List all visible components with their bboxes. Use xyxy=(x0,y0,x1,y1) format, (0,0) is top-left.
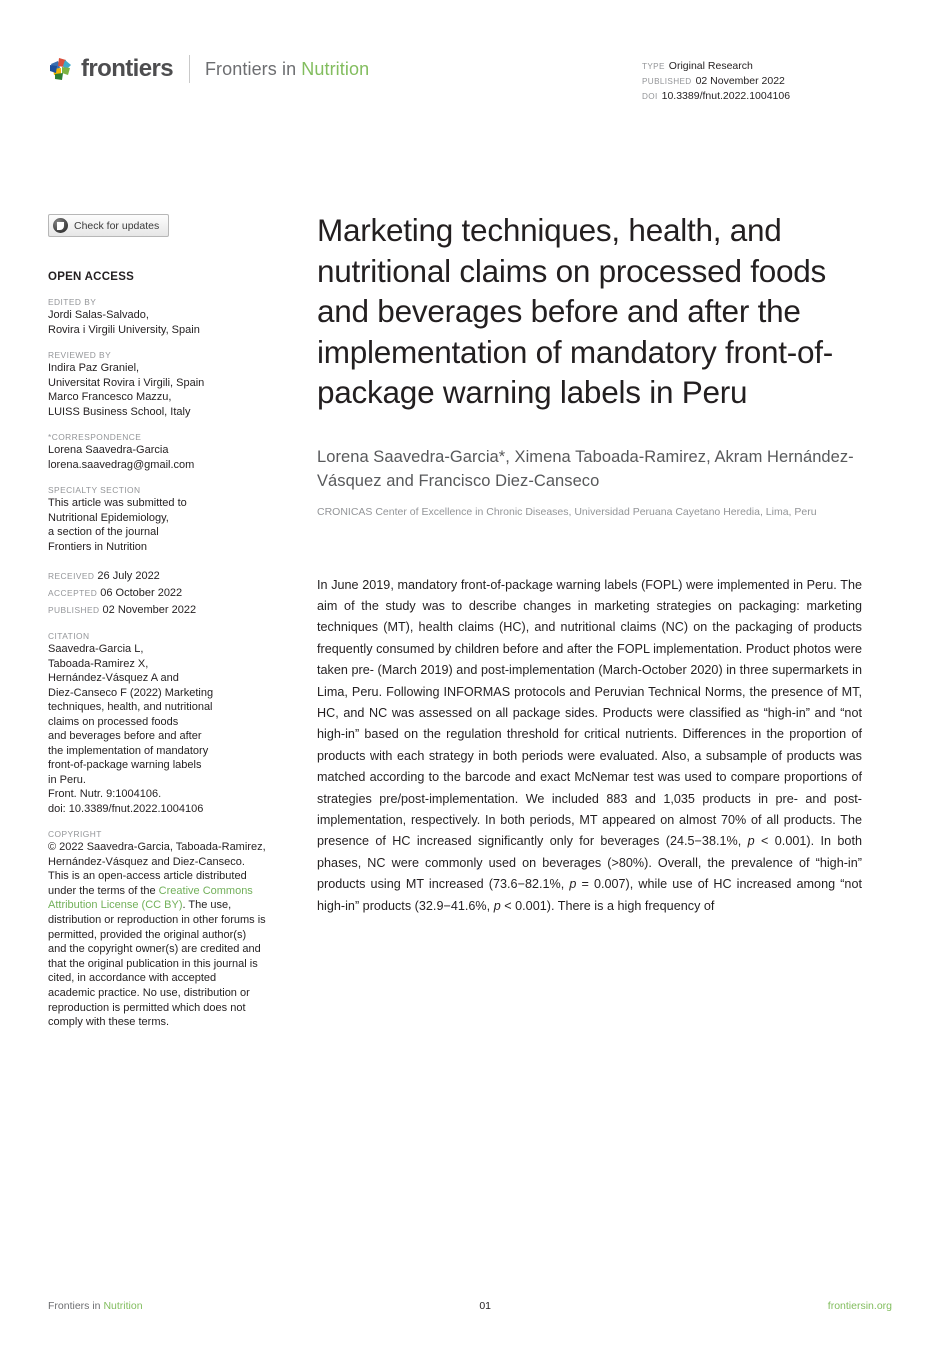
abstract-p-italic: p xyxy=(493,898,501,913)
edited-by-line: Jordi Salas-Salvado, xyxy=(48,309,149,321)
frontiers-wordmark: frontiers xyxy=(81,55,173,82)
copyright-block xyxy=(48,829,266,1030)
accepted-value: 06 October 2022 xyxy=(100,587,183,599)
published-value: 02 November 2022 xyxy=(102,604,197,616)
abstract-segment: < 0.001). There is a high frequency of xyxy=(500,898,715,913)
citation-line: in Peru. xyxy=(48,773,86,786)
main-content xyxy=(317,210,862,917)
pubmeta-doi-label: DOI xyxy=(642,92,658,101)
accepted-label: ACCEPTED xyxy=(48,588,98,598)
sidebar xyxy=(48,214,266,1043)
copyright-post: . The use, distribution or reproduction in other forums is permitted, provided the original author(s) and the copyright owner(s) are credited and that the original publication in this journal is cited, in accordance with accepted academic practice. No use, distribution or reproduction is permitted which does not comply with these terms. xyxy=(48,899,266,1029)
publication-metadata xyxy=(642,59,892,104)
citation-journal-line xyxy=(48,787,266,802)
specialty-section-label: SPECIALTY SECTION xyxy=(48,485,141,495)
dates-block xyxy=(48,567,266,618)
abstract xyxy=(317,575,862,918)
copyright-text xyxy=(48,840,266,1030)
citation-line: techniques, health, and nutritional xyxy=(48,701,213,713)
journal-prefix: Frontiers in xyxy=(204,58,302,79)
citation-line: Diez-Canseco F (2022) Marketing xyxy=(48,686,214,699)
edited-by-block xyxy=(48,297,266,337)
check-for-updates-label: Check for updates xyxy=(74,219,160,232)
author-list: Lorena Saavedra-Garcia*, Ximena Taboada-Ramirez, Akram Hernández-Vásquez and Francisco Diez-Canseco xyxy=(317,447,854,490)
page-footer xyxy=(48,1300,892,1312)
specialty-section-line: This article was submitted to xyxy=(48,497,187,509)
correspondence-email[interactable]: lorena.saavedrag@gmail.com xyxy=(48,458,195,471)
correspondence-block xyxy=(48,432,266,472)
frontiers-pinwheel-logo-icon xyxy=(48,56,74,82)
citation-doi: doi: 10.3389/fnut.2022.1004106 xyxy=(48,802,204,815)
edited-by-line: Rovira i Virgili University, Spain xyxy=(48,323,200,336)
footer-page-number: 01 xyxy=(479,1300,492,1312)
page-title: Marketing techniques, health, and nutritional claims on processed foods and beverages before and after the implementation of mandatory front-of-package warning labels in Peru xyxy=(317,212,833,410)
pubmeta-doi-value[interactable]: 10.3389/fnut.2022.1004106 xyxy=(661,90,791,102)
abstract-segment: In June 2019, mandatory front-of-package warning labels (FOPL) were implemented in Peru. The aim of the study was to describe changes in marketing strategies on packaging: marketing techniques (MT), health claims (HC), and nutritional claims (NC) on the packaging of products frequently consumed by children before and after the FOPL implementation. Product photos were taken pre- (March 2019) and post-implementation (March-October 2020) in three supermarkets in Lima, Peru. Following INFORMAS protocols and Peruvian Technical Norms, the presence of MT, HC, and NC was assessed on all package sides. Products were classified as “high-in” and “not high-in” based on the regulation threshold for critical nutrients. Differences in the proportion of products with each strategy in both periods were evaluated. Also, a subsample of products was matched according to the barcode and exact McNemar test was used to compare proportions of strategies pre/post-implementation. We included 883 and 1,035 products in pre- and post-implementation, respectively. In both periods, MT appeared on almost 70% of all products. The presence of HC increased significantly only for beverages (24.5−38.1%, xyxy=(317,577,862,849)
reviewed-by-label: REVIEWED BY xyxy=(48,350,112,360)
published-label: PUBLISHED xyxy=(48,605,100,615)
citation-journal-italic: Front. Nutr. xyxy=(48,788,104,800)
affiliation: CRONICAS Center of Excellence in Chronic Diseases, Universidad Peruana Cayetano Heredia, Lima, Peru xyxy=(317,505,817,518)
reviewed-by-line: Indira Paz Graniel, xyxy=(48,362,140,374)
footer-journal xyxy=(48,1300,143,1312)
footer-site-link[interactable]: frontiersin.org xyxy=(827,1300,892,1312)
citation-line: Saavedra-Garcia L, xyxy=(48,643,144,655)
citation-line: claims on processed foods xyxy=(48,715,179,728)
citation-line: the implementation of mandatory xyxy=(48,744,209,757)
journal-highlight: Nutrition xyxy=(301,58,370,79)
cc-by-license-link[interactable]: Creative Commons Attribution License (CC BY) xyxy=(48,884,253,912)
footer-journal-highlight: Nutrition xyxy=(103,1300,143,1312)
citation-journal-rest: 9:1004106. xyxy=(103,788,162,800)
footer-journal-prefix: Frontiers in xyxy=(48,1300,104,1312)
reviewed-by-line: Marco Francesco Mazzu, xyxy=(48,391,172,403)
abstract-segment: < 0.001). In both phases, NC were commonly used on beverages (>80%). Overall, the prevalence of “high-in” products using MT increased (73.6−82.1%, xyxy=(317,834,862,892)
received-label: RECEIVED xyxy=(48,571,95,581)
specialty-section-block xyxy=(48,485,266,554)
abstract-p-italic: p xyxy=(569,877,577,892)
citation-label: CITATION xyxy=(48,631,90,641)
pubmeta-type-label: TYPE xyxy=(642,62,665,71)
pubmeta-doi-row[interactable] xyxy=(642,89,892,104)
correspondence-label: *CORRESPONDENCE xyxy=(48,432,142,442)
accepted-row xyxy=(48,584,266,601)
citation-line: Hernández-Vásquez A and xyxy=(48,672,179,684)
received-row xyxy=(48,567,266,584)
citation-line: front-of-package warning labels xyxy=(48,759,202,771)
reviewed-by-line: Universitat Rovira i Virgili, Spain xyxy=(48,376,205,389)
citation-block xyxy=(48,631,266,816)
citation-line: and beverages before and after xyxy=(48,730,202,742)
specialty-section-line: Nutritional Epidemiology, xyxy=(48,511,169,524)
abstract-segment: = 0.007), while use of HC increased among “not high-in” products (32.9−41.6%, xyxy=(317,877,862,913)
specialty-section-line: a section of the journal xyxy=(48,526,159,538)
pubmeta-published-row xyxy=(642,74,892,89)
pubmeta-published-label: PUBLISHED xyxy=(642,77,692,86)
reviewed-by-line: LUISS Business School, Italy xyxy=(48,405,191,418)
citation-line: Taboada-Ramirez X, xyxy=(48,657,149,670)
copyright-label: COPYRIGHT xyxy=(48,829,102,839)
specialty-section-line: Frontiers in Nutrition xyxy=(48,540,148,553)
crossmark-circle-icon xyxy=(53,218,68,233)
correspondence-name: Lorena Saavedra-Garcia xyxy=(48,444,169,456)
copyright-pre: © 2022 Saavedra-Garcia, Taboada-Ramirez, Hernández-Vásquez and Diez-Canseco. This is an open-access article distributed under the terms of the xyxy=(48,841,266,897)
pubmeta-type-row xyxy=(642,59,892,74)
reviewed-by-block xyxy=(48,350,266,419)
check-for-updates-button[interactable] xyxy=(48,214,169,237)
received-value: 26 July 2022 xyxy=(97,570,160,582)
journal-name xyxy=(205,59,369,80)
masthead-divider xyxy=(189,55,190,83)
masthead xyxy=(48,52,369,86)
published-row xyxy=(48,601,266,618)
abstract-p-italic: p xyxy=(747,834,755,849)
pubmeta-type-value: Original Research xyxy=(668,60,753,72)
edited-by-label: EDITED BY xyxy=(48,297,97,307)
open-access-heading: OPEN ACCESS xyxy=(48,271,135,283)
pubmeta-published-value: 02 November 2022 xyxy=(695,75,785,87)
